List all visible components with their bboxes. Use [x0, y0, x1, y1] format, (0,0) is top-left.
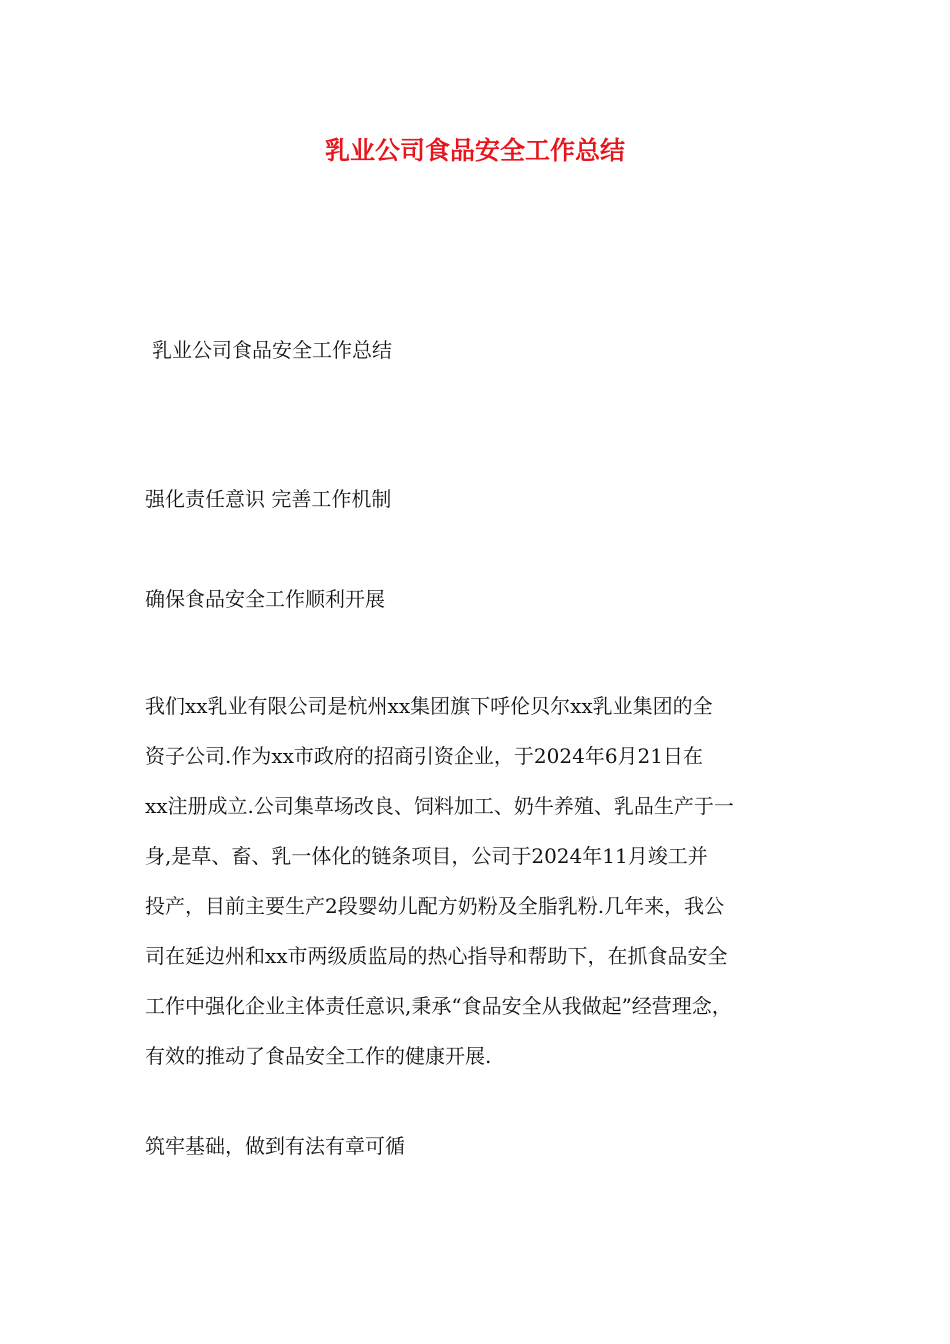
paragraph-line: 资子公司.作为xx市政府的招商引资企业，于2024年6月21日在	[145, 744, 703, 768]
paragraph-line: 我们xx乳业有限公司是杭州xx集团旗下呼伦贝尔xx乳业集团的全	[145, 694, 713, 718]
paragraph-line: 有效的推动了食品安全工作的健康开展.	[145, 1044, 492, 1068]
section-heading-ensure-safety: 确保食品安全工作顺利开展	[145, 587, 385, 611]
section-heading-foundation: 筑牢基础，做到有法有章可循	[145, 1134, 405, 1158]
paragraph-line: xx注册成立.公司集草场改良、饲料加工、奶牛养殖、乳品生产于一	[145, 794, 734, 818]
section-heading-responsibility: 强化责任意识 完善工作机制	[145, 487, 392, 511]
body-paragraph	[145, 681, 825, 1081]
document-subtitle: 乳业公司食品安全工作总结	[152, 338, 392, 362]
paragraph-line: 工作中强化企业主体责任意识,秉承“食品安全从我做起”经营理念，	[145, 994, 732, 1018]
paragraph-line: 司在延边州和xx市两级质监局的热心指导和帮助下，在抓食品安全	[145, 944, 728, 968]
document-title: 乳业公司食品安全工作总结	[324, 136, 625, 165]
paragraph-line: 身,是草、畜、乳一体化的链条项目，公司于2024年11月竣工并	[145, 844, 708, 868]
paragraph-line: 投产，目前主要生产2段婴幼儿配方奶粉及全脂乳粉.几年来，我公	[145, 894, 725, 918]
